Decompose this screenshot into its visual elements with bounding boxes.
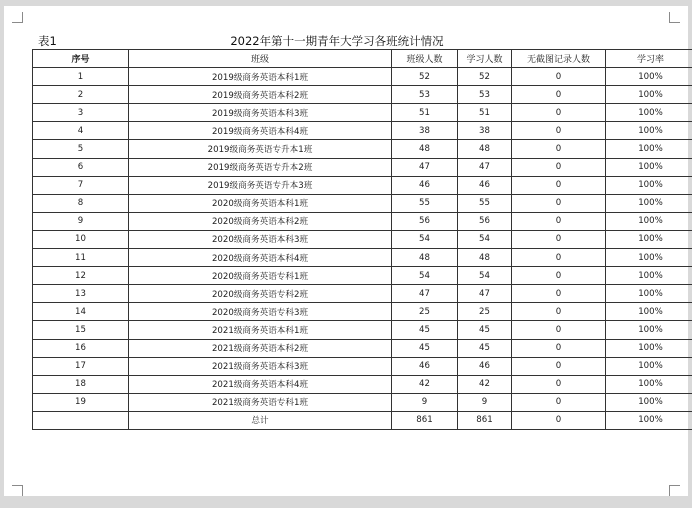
cell-learners: 52	[458, 68, 512, 86]
cell-index: 12	[33, 267, 129, 285]
cell-index: 15	[33, 321, 129, 339]
cell-class: 2021级商务英语本科2班	[129, 339, 392, 357]
table-body	[33, 68, 692, 430]
cell-class-size: 46	[392, 357, 458, 375]
cell-learners: 53	[458, 86, 512, 104]
table-row	[33, 375, 692, 393]
cell-no-screenshot: 0	[512, 285, 606, 303]
table-row	[33, 249, 692, 267]
total-cell-rate: 100%	[606, 411, 692, 429]
cell-rate: 100%	[606, 357, 692, 375]
cell-class-size: 54	[392, 230, 458, 248]
cell-no-screenshot: 0	[512, 194, 606, 212]
cell-rate: 100%	[606, 393, 692, 411]
cell-class: 2021级商务英语本科3班	[129, 357, 392, 375]
cell-rate: 100%	[606, 321, 692, 339]
cell-rate: 100%	[606, 267, 692, 285]
header-rate: 学习率	[606, 50, 692, 68]
cell-no-screenshot: 0	[512, 339, 606, 357]
header-class: 班级	[129, 50, 392, 68]
table-row	[33, 158, 692, 176]
cell-no-screenshot: 0	[512, 176, 606, 194]
table-row	[33, 176, 692, 194]
cell-class: 2021级商务英语本科4班	[129, 375, 392, 393]
cell-no-screenshot: 0	[512, 303, 606, 321]
cell-learners: 47	[458, 158, 512, 176]
cell-class-size: 46	[392, 176, 458, 194]
cell-index: 19	[33, 393, 129, 411]
header-learners: 学习人数	[458, 50, 512, 68]
cell-class: 2020级商务英语专科2班	[129, 285, 392, 303]
cell-class-size: 52	[392, 68, 458, 86]
cell-index: 7	[33, 176, 129, 194]
cell-learners: 45	[458, 339, 512, 357]
table-row	[33, 140, 692, 158]
table-row	[33, 230, 692, 248]
total-cell-no-screenshot: 0	[512, 411, 606, 429]
cell-rate: 100%	[606, 285, 692, 303]
cell-rate: 100%	[606, 86, 692, 104]
crop-mark-bottom-left	[12, 485, 23, 496]
cell-rate: 100%	[606, 176, 692, 194]
table-row	[33, 393, 692, 411]
cell-class-size: 48	[392, 140, 458, 158]
cell-rate: 100%	[606, 68, 692, 86]
cell-class: 2019级商务英语专升本1班	[129, 140, 392, 158]
cell-class-size: 45	[392, 339, 458, 357]
cell-learners: 9	[458, 393, 512, 411]
crop-mark-top-right	[669, 12, 680, 23]
table-header-row	[33, 50, 692, 68]
header-index: 序号	[33, 50, 129, 68]
cell-index: 14	[33, 303, 129, 321]
crop-mark-bottom-right	[669, 485, 680, 496]
cell-index: 11	[33, 249, 129, 267]
cell-class: 2019级商务英语专升本3班	[129, 176, 392, 194]
table-row	[33, 357, 692, 375]
cell-learners: 45	[458, 321, 512, 339]
cell-class-size: 45	[392, 321, 458, 339]
cell-learners: 48	[458, 140, 512, 158]
cell-class-size: 48	[392, 249, 458, 267]
cell-no-screenshot: 0	[512, 375, 606, 393]
cell-class: 2019级商务英语专升本2班	[129, 158, 392, 176]
cell-learners: 25	[458, 303, 512, 321]
cell-no-screenshot: 0	[512, 357, 606, 375]
cell-rate: 100%	[606, 104, 692, 122]
header-no-screenshot: 无截图记录人数	[512, 50, 606, 68]
cell-class-size: 51	[392, 104, 458, 122]
total-label: 总计	[129, 411, 392, 429]
cell-rate: 100%	[606, 122, 692, 140]
cell-class: 2020级商务英语专科1班	[129, 267, 392, 285]
table-row	[33, 104, 692, 122]
cell-rate: 100%	[606, 194, 692, 212]
table-row	[33, 321, 692, 339]
cell-index: 4	[33, 122, 129, 140]
table-label: 表1	[38, 34, 57, 48]
cell-index: 13	[33, 285, 129, 303]
cell-no-screenshot: 0	[512, 230, 606, 248]
cell-learners: 54	[458, 230, 512, 248]
cell-class-size: 55	[392, 194, 458, 212]
cell-class-size: 9	[392, 393, 458, 411]
cell-index: 9	[33, 212, 129, 230]
cell-class: 2019级商务英语本科3班	[129, 104, 392, 122]
cell-learners: 46	[458, 357, 512, 375]
cell-class-size: 47	[392, 285, 458, 303]
cell-index: 3	[33, 104, 129, 122]
cell-class: 2020级商务英语专科3班	[129, 303, 392, 321]
cell-class: 2020级商务英语本科4班	[129, 249, 392, 267]
cell-no-screenshot: 0	[512, 393, 606, 411]
cell-no-screenshot: 0	[512, 321, 606, 339]
cell-index: 18	[33, 375, 129, 393]
cell-class: 2019级商务英语本科4班	[129, 122, 392, 140]
crop-mark-top-left	[12, 12, 23, 23]
cell-class: 2021级商务英语本科1班	[129, 321, 392, 339]
cell-rate: 100%	[606, 339, 692, 357]
table-row	[33, 212, 692, 230]
table-row	[33, 86, 692, 104]
cell-rate: 100%	[606, 375, 692, 393]
cell-rate: 100%	[606, 158, 692, 176]
cell-class: 2020级商务英语本科3班	[129, 230, 392, 248]
cell-class-size: 47	[392, 158, 458, 176]
cell-learners: 48	[458, 249, 512, 267]
cell-class: 2021级商务英语专科1班	[129, 393, 392, 411]
cell-learners: 56	[458, 212, 512, 230]
cell-index: 2	[33, 86, 129, 104]
cell-rate: 100%	[606, 230, 692, 248]
cell-learners: 46	[458, 176, 512, 194]
cell-index: 8	[33, 194, 129, 212]
table-row	[33, 194, 692, 212]
cell-index: 17	[33, 357, 129, 375]
cell-class: 2019级商务英语本科2班	[129, 86, 392, 104]
cell-class-size: 42	[392, 375, 458, 393]
cell-learners: 55	[458, 194, 512, 212]
table-total-row	[33, 411, 692, 429]
cell-no-screenshot: 0	[512, 122, 606, 140]
cell-index: 5	[33, 140, 129, 158]
cell-learners: 42	[458, 375, 512, 393]
cell-index: 6	[33, 158, 129, 176]
cell-class-size: 25	[392, 303, 458, 321]
total-cell-index	[33, 411, 129, 429]
cell-no-screenshot: 0	[512, 267, 606, 285]
table-row	[33, 339, 692, 357]
cell-index: 16	[33, 339, 129, 357]
cell-index: 10	[33, 230, 129, 248]
cell-class: 2019级商务英语本科1班	[129, 68, 392, 86]
cell-class-size: 54	[392, 267, 458, 285]
cell-no-screenshot: 0	[512, 249, 606, 267]
cell-learners: 38	[458, 122, 512, 140]
table-row	[33, 303, 692, 321]
cell-no-screenshot: 0	[512, 140, 606, 158]
table-row	[33, 267, 692, 285]
cell-class: 2020级商务英语本科2班	[129, 212, 392, 230]
cell-class-size: 38	[392, 122, 458, 140]
cell-no-screenshot: 0	[512, 86, 606, 104]
cell-class: 2020级商务英语本科1班	[129, 194, 392, 212]
cell-no-screenshot: 0	[512, 68, 606, 86]
cell-rate: 100%	[606, 249, 692, 267]
table-title: 2022年第十一期青年大学习各班统计情况	[230, 34, 444, 48]
cell-class-size: 53	[392, 86, 458, 104]
cell-index: 1	[33, 68, 129, 86]
total-cell-class-size: 861	[392, 411, 458, 429]
table-row	[33, 122, 692, 140]
cell-no-screenshot: 0	[512, 212, 606, 230]
table-caption	[32, 31, 642, 49]
cell-rate: 100%	[606, 140, 692, 158]
cell-learners: 47	[458, 285, 512, 303]
cell-no-screenshot: 0	[512, 104, 606, 122]
table-row	[33, 68, 692, 86]
cell-no-screenshot: 0	[512, 158, 606, 176]
header-class-size: 班级人数	[392, 50, 458, 68]
cell-rate: 100%	[606, 303, 692, 321]
cell-learners: 54	[458, 267, 512, 285]
cell-class-size: 56	[392, 212, 458, 230]
statistics-table	[32, 49, 692, 430]
total-cell-learners: 861	[458, 411, 512, 429]
cell-rate: 100%	[606, 212, 692, 230]
cell-learners: 51	[458, 104, 512, 122]
table-row	[33, 285, 692, 303]
